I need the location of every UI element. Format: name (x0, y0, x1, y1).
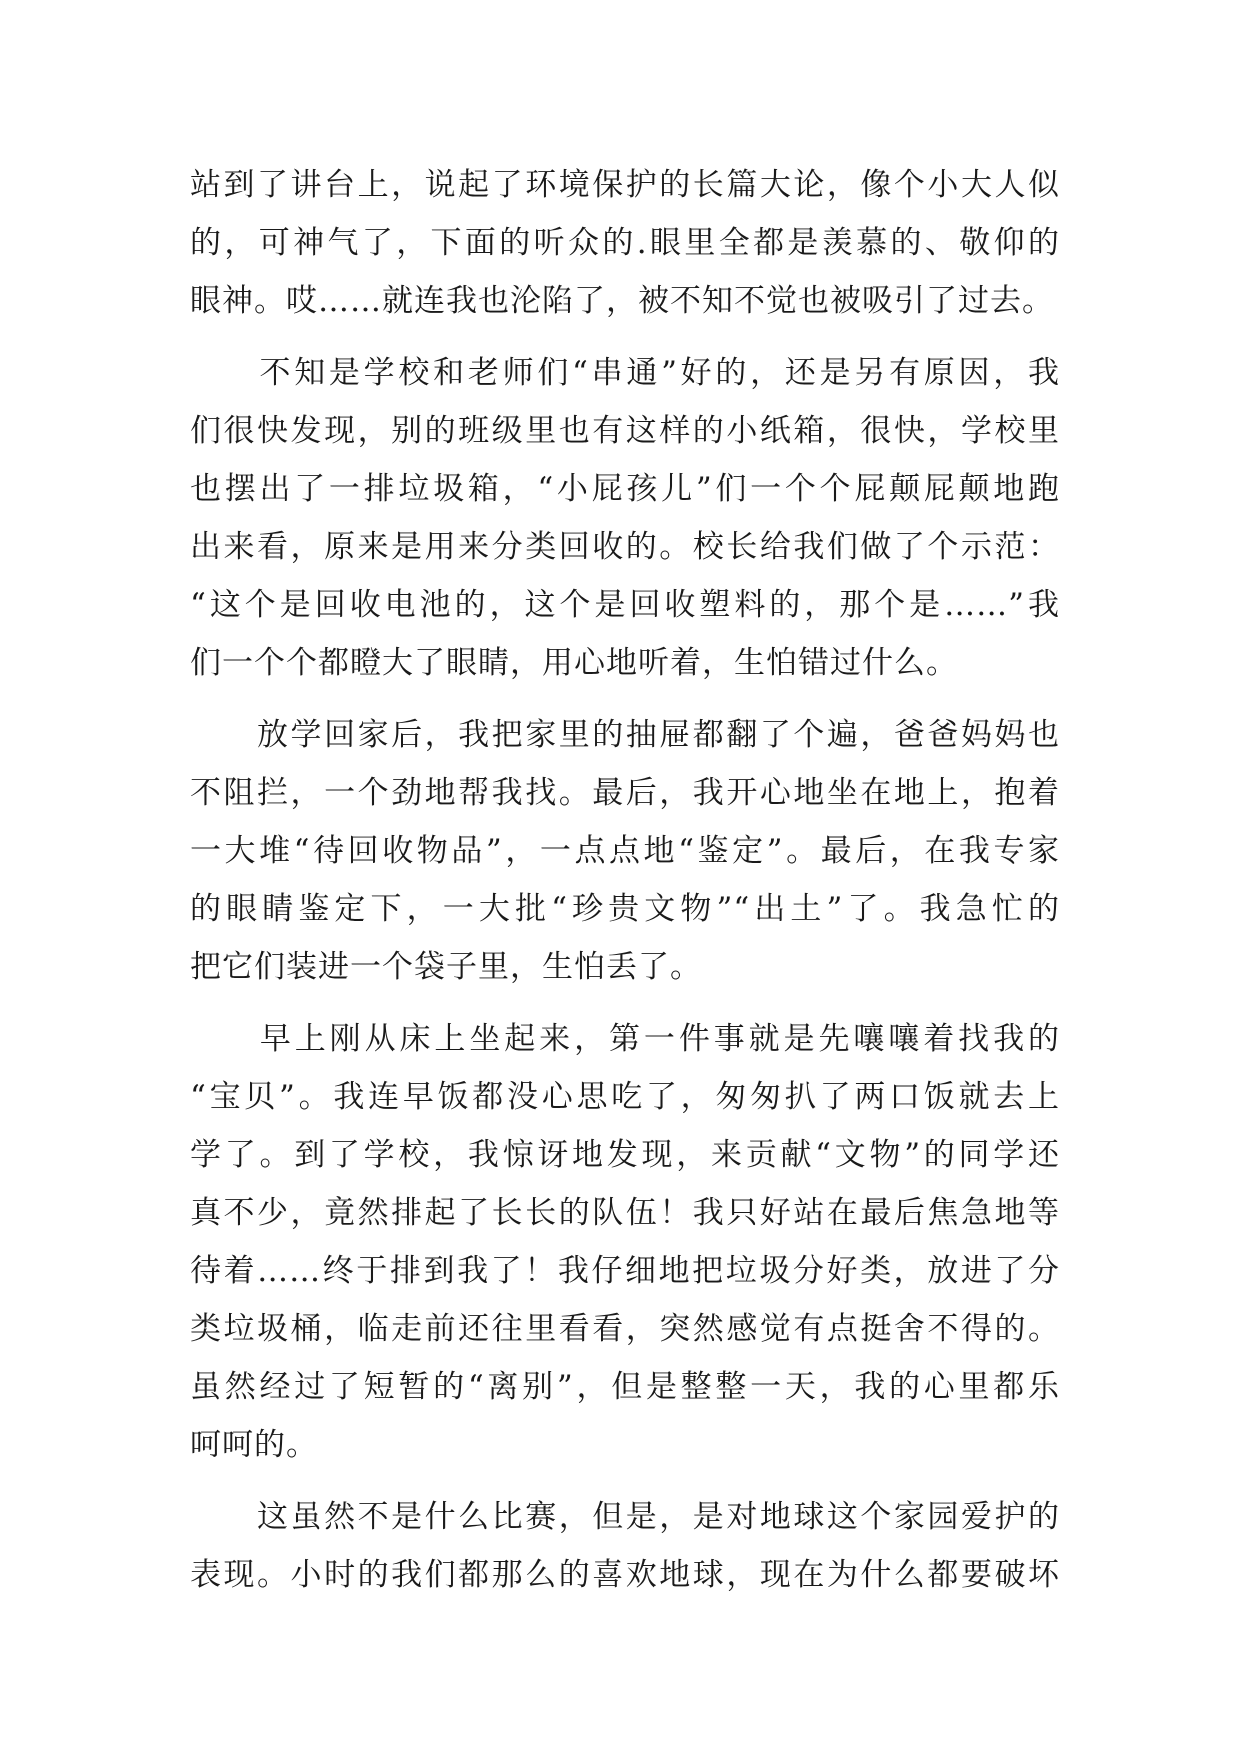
text-line: 也摆出了一排垃圾箱，“小屁孩儿”们一个个屁颠屁颠地跑 (190, 471, 1060, 507)
text-line: “宝贝”。我连早饭都没心思吃了，匆匆扒了两口饭就去上 (190, 1079, 1060, 1115)
text-line: “这个是回收电池的，这个是回收塑料的，那个是……”我 (190, 587, 1060, 623)
text-line: 早上刚从床上坐起来，第一件事就是先嚷嚷着找我的 (190, 1021, 1060, 1057)
text-line: 不阻拦，一个劲地帮我找。最后，我开心地坐在地上，抱着 (190, 775, 1060, 811)
text-line: 待着……终于排到我了！我仔细地把垃圾分好类，放进了分 (190, 1253, 1060, 1289)
text-line: 这虽然不是什么比赛，但是，是对地球这个家园爱护的 (190, 1499, 1060, 1535)
paragraph (190, 706, 1060, 996)
text-line: 虽然经过了短暂的“离别”，但是整整一天，我的心里都乐 (190, 1369, 1060, 1405)
text-line: 不知是学校和老师们“串通”好的，还是另有原因，我 (190, 355, 1060, 391)
text-line: 们很快发现，别的班级里也有这样的小纸箱，很快，学校里 (190, 413, 1060, 449)
text-line: 眼神。哎……就连我也沦陷了，被不知不觉也被吸引了过去。 (190, 283, 1054, 319)
text-line: 学了。到了学校，我惊讶地发现，来贡献“文物”的同学还 (190, 1137, 1060, 1173)
text-line: 真不少，竟然排起了长长的队伍！我只好站在最后焦急地等 (190, 1195, 1060, 1231)
text-line: 出来看，原来是用来分类回收的。校长给我们做了个示范： (190, 529, 1060, 565)
paragraph (190, 156, 1060, 330)
text-line: 们一个个都瞪大了眼睛，用心地听着，生怕错过什么。 (190, 645, 958, 681)
text-line: 的，可神气了，下面的听众的.眼里全都是羡慕的、敬仰的 (190, 225, 1060, 261)
text-line: 一大堆“待回收物品”，一点点地“鉴定”。最后，在我专家 (190, 833, 1060, 869)
paragraph (190, 1488, 1060, 1604)
paragraph (190, 1010, 1060, 1474)
text-line: 类垃圾桶，临走前还往里看看，突然感觉有点挺舍不得的。 (190, 1311, 1060, 1347)
text-line: 放学回家后，我把家里的抽屉都翻了个遍，爸爸妈妈也 (190, 717, 1060, 753)
text-line: 的眼睛鉴定下，一大批“珍贵文物”“出土”了。我急忙的 (190, 891, 1060, 927)
text-line: 站到了讲台上，说起了环境保护的长篇大论，像个小大人似 (190, 167, 1060, 203)
document-body (190, 156, 1060, 1604)
text-line: 把它们装进一个袋子里，生怕丢了。 (190, 949, 702, 985)
paragraph (190, 344, 1060, 692)
text-line: 表现。小时的我们都那么的喜欢地球，现在为什么都要破坏 (190, 1557, 1060, 1593)
text-line: 呵呵的。 (190, 1427, 318, 1463)
